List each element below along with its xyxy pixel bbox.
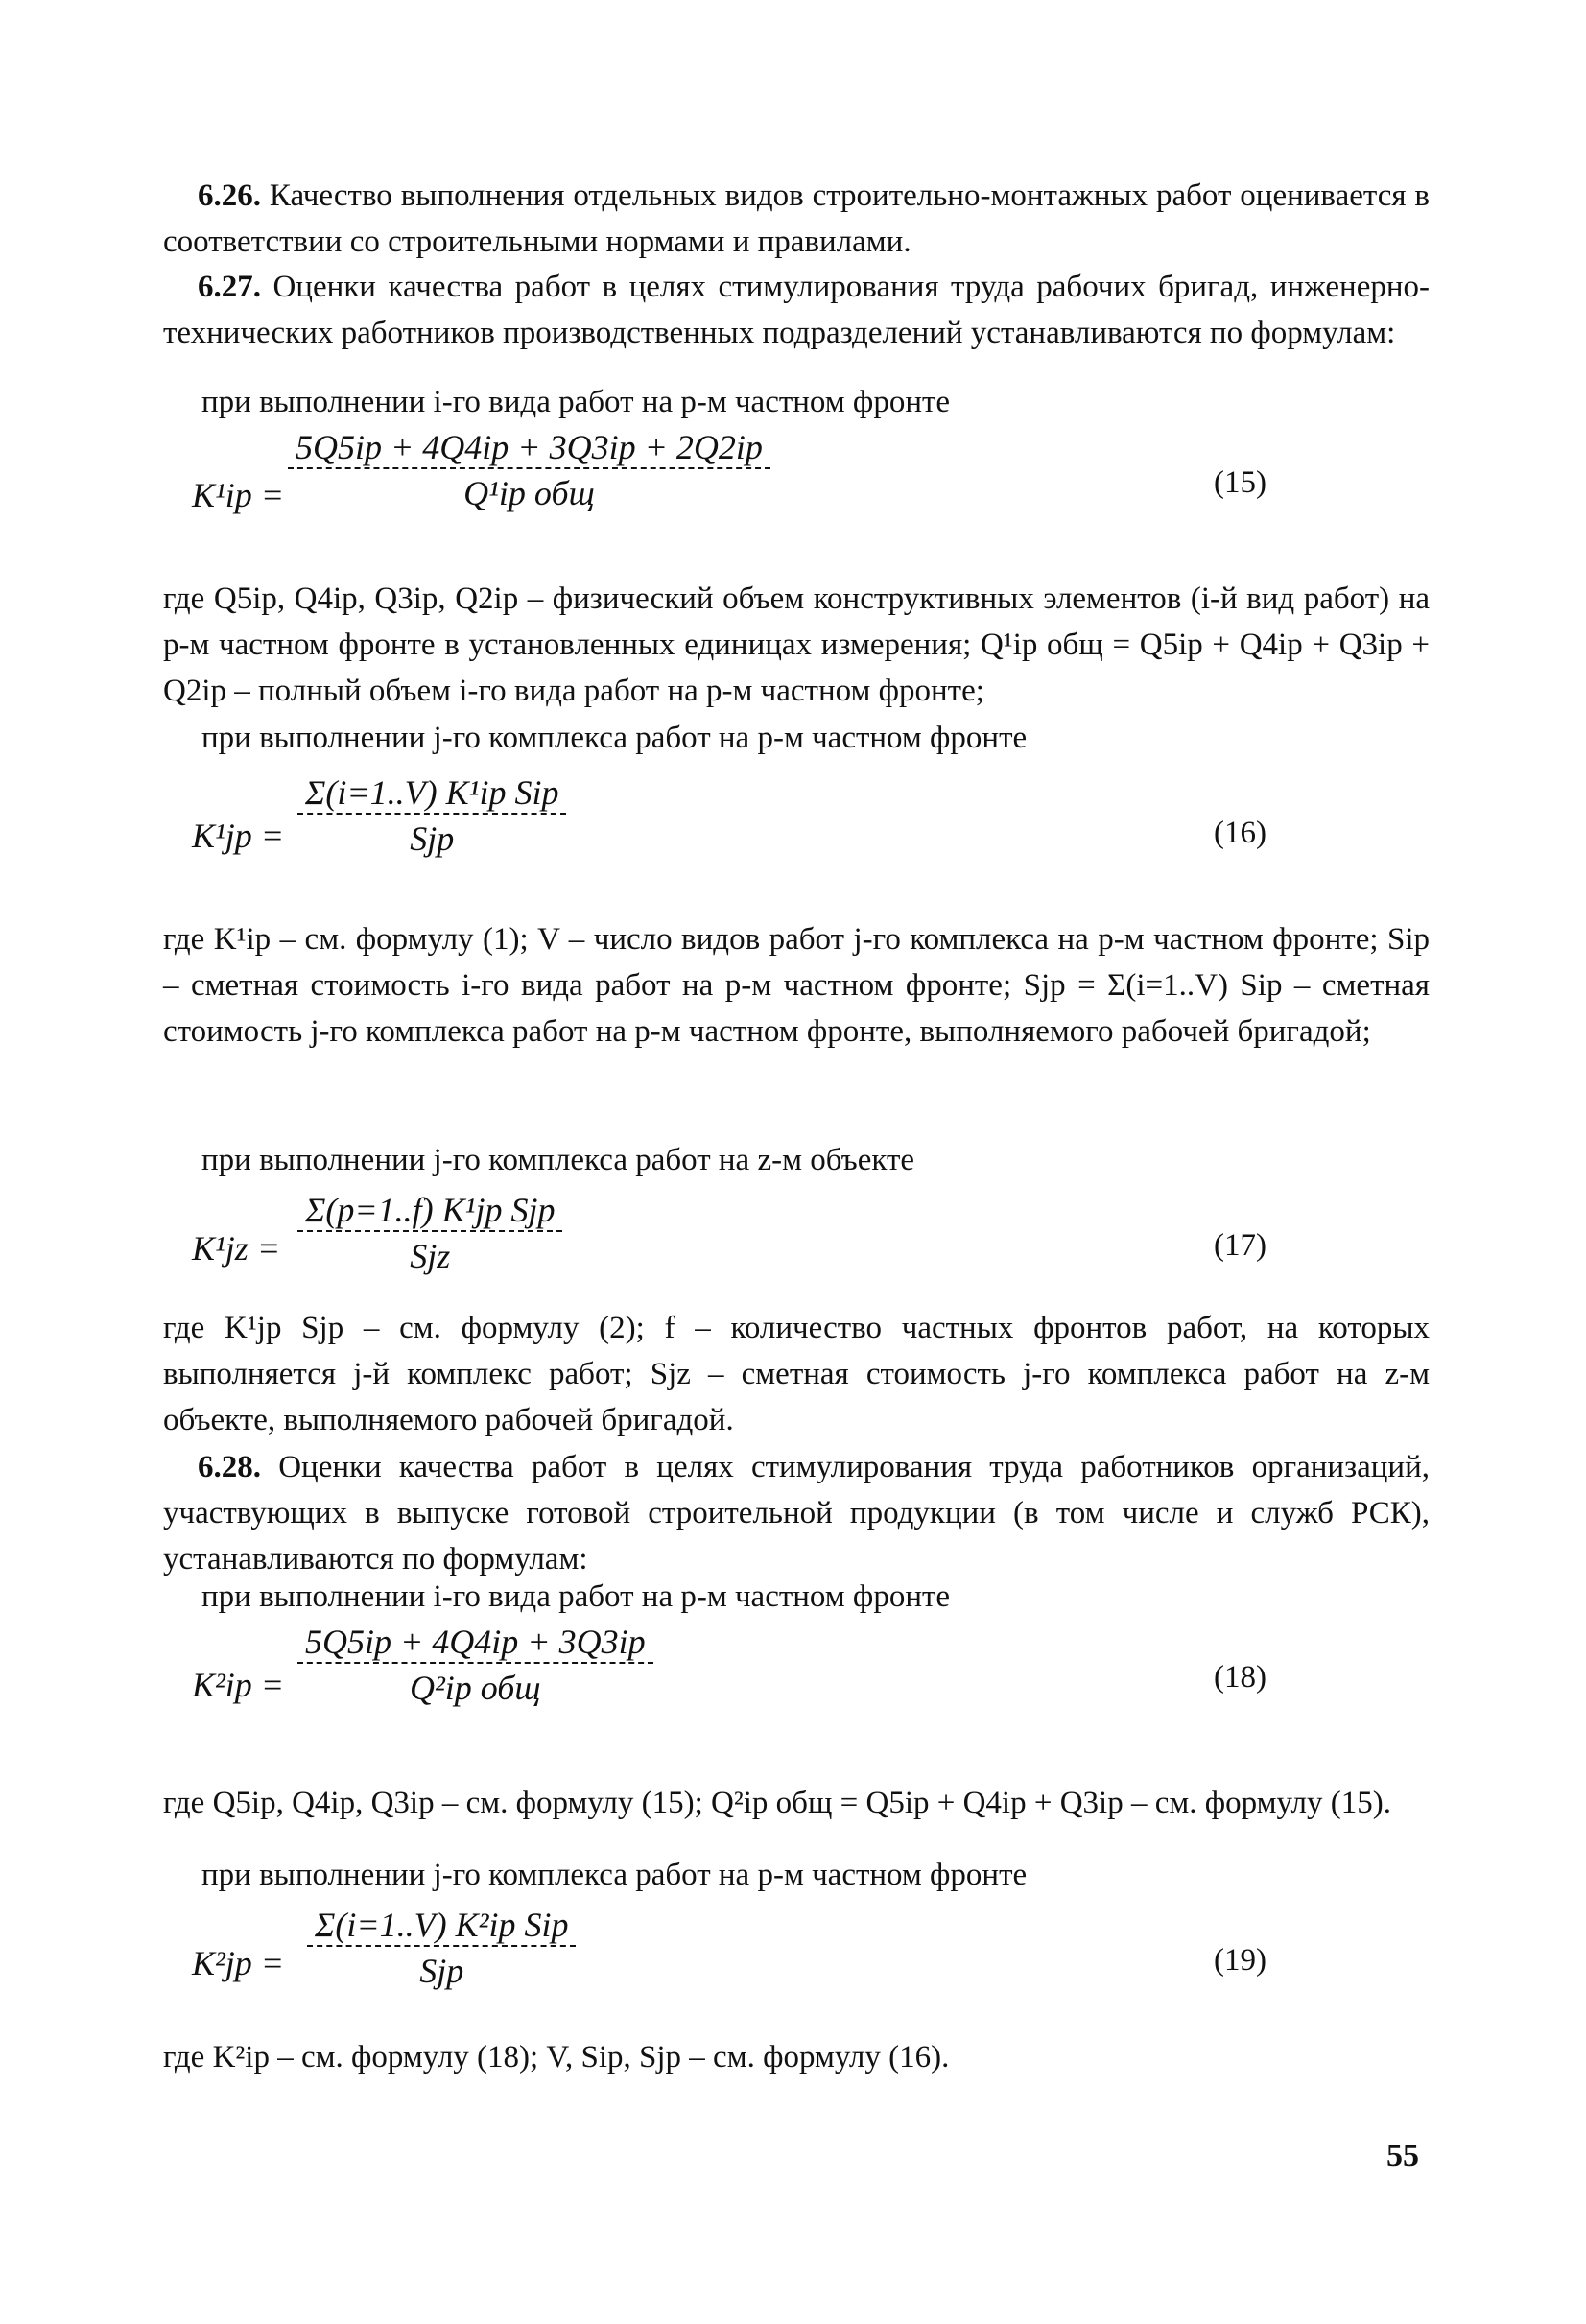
formula-denominator: Q¹ip общ xyxy=(463,474,595,512)
page-number: 55 xyxy=(1386,2138,1419,2173)
formula-16-where xyxy=(163,916,1430,1055)
paragraph-text: Качество выполнения отдельных видов строительно-монтажных работ оценивается в соответствии со строительными нормами и правилами. xyxy=(163,178,1430,259)
formula-numerator: Σ(p=1..f) K¹jp Sjp xyxy=(297,1190,562,1232)
formula-fraction xyxy=(307,1905,576,1991)
paragraph-6-26 xyxy=(163,173,1430,265)
formula-15-where xyxy=(163,576,1430,714)
formula-lhs: K¹ip = xyxy=(192,476,285,514)
formula-number: (16) xyxy=(1214,816,1266,850)
where-text: где Q5ip, Q4ip, Q3ip, Q2ip – физический объем конструктивных элементов (i-й вид работ) на p-м частном фронте в установленных единицах измерения; Q¹ip общ = Q5ip + Q4ip + Q3ip + Q2ip – полный объем i-го вида работ на p-м частном фронте; xyxy=(163,581,1430,708)
paragraph-text: Оценки качества работ в целях стимулирования труда рабочих бригад, инженерно-технических работников производственных подразделений устанавливаются по формулам: xyxy=(163,270,1430,350)
formula-18-where xyxy=(163,1780,1430,1826)
formula-17-lead: при выполнении j-го комплекса работ на z-м объекте xyxy=(201,1143,915,1177)
where-text: где K¹jp Sjp – см. формулу (2); f – количество частных фронтов работ, на которых выполняется j-й комплекс работ; Sjz – сметная стоимость j-го комплекса работ на z-м объекте, выполняемого рабочей бригадой. xyxy=(163,1311,1430,1437)
formula-numerator: 5Q5ip + 4Q4ip + 3Q3ip + 2Q2ip xyxy=(288,427,770,469)
formula-lhs: K¹jp = xyxy=(192,817,285,855)
formula-numerator: Σ(i=1..V) K²ip Sip xyxy=(307,1905,576,1947)
formula-fraction xyxy=(288,427,770,513)
formula-fraction xyxy=(297,1190,562,1276)
section-number: 6.27. xyxy=(198,270,261,304)
formula-denominator: Sjp xyxy=(419,1952,464,1990)
formula-denominator: Sjz xyxy=(410,1237,451,1275)
formula-19-lead: при выполнении j-го комплекса работ на p-м частном фронте xyxy=(201,1858,1028,1892)
formula-17 xyxy=(163,1190,1430,1315)
formula-18-lead: при выполнении i-го вида работ на p-м частном фронте xyxy=(201,1579,951,1614)
paragraph-text: Оценки качества работ в целях стимулирования труда работников организаций, участвующих в выпуске готовой строительной продукции (в том числе и служб РСК), устанавливаются по формулам: xyxy=(163,1450,1430,1577)
formula-fraction xyxy=(297,1622,653,1708)
formula-number: (15) xyxy=(1214,465,1266,500)
formula-denominator: Q²ip общ xyxy=(409,1669,541,1707)
paragraph-6-28 xyxy=(163,1444,1430,1582)
formula-denominator: Sjp xyxy=(410,819,455,858)
where-text: где K¹ip – см. формулу (1); V – число видов работ j-го комплекса на p-м частном фронте; Sip – сметная стоимость i-го вида работ на p-м частном фронте; Sjp = Σ(i=1..V) Sip – сметная стоимость j-го комплекса работ на p-м частном фронте, выполняемого рабочей бригадой; xyxy=(163,922,1430,1049)
where-text: где K²ip – см. формулу (18); V, Sip, Sjp – см. формулу (16). xyxy=(163,2040,950,2075)
formula-number: (17) xyxy=(1214,1228,1266,1263)
formula-number: (18) xyxy=(1214,1660,1266,1695)
formula-lhs: K²ip = xyxy=(192,1666,285,1704)
formula-16 xyxy=(163,768,1430,921)
section-number: 6.28. xyxy=(198,1450,261,1484)
formula-15 xyxy=(163,427,1430,590)
formula-19-where xyxy=(163,2034,1430,2080)
formula-lhs: K²jp = xyxy=(192,1944,285,1982)
formula-fraction xyxy=(297,772,566,859)
formula-17-where xyxy=(163,1305,1430,1443)
formula-number: (19) xyxy=(1214,1943,1266,1978)
formula-19 xyxy=(163,1905,1430,2039)
where-text: где Q5ip, Q4ip, Q3ip – см. формулу (15); Q²ip общ = Q5ip + Q4ip + Q3ip – см. формулу (15). xyxy=(163,1786,1392,1820)
formula-15-lead: при выполнении i-го вида работ на p-м частном фронте xyxy=(201,385,951,419)
paragraph-6-27 xyxy=(163,264,1430,356)
section-number: 6.26. xyxy=(198,178,261,213)
formula-numerator: 5Q5ip + 4Q4ip + 3Q3ip xyxy=(297,1622,653,1664)
formula-18 xyxy=(163,1622,1430,1766)
formula-16-lead: при выполнении j-го комплекса работ на p-м частном фронте xyxy=(201,721,1028,755)
formula-numerator: Σ(i=1..V) K¹ip Sip xyxy=(297,772,566,815)
formula-lhs: K¹jz = xyxy=(192,1229,281,1268)
